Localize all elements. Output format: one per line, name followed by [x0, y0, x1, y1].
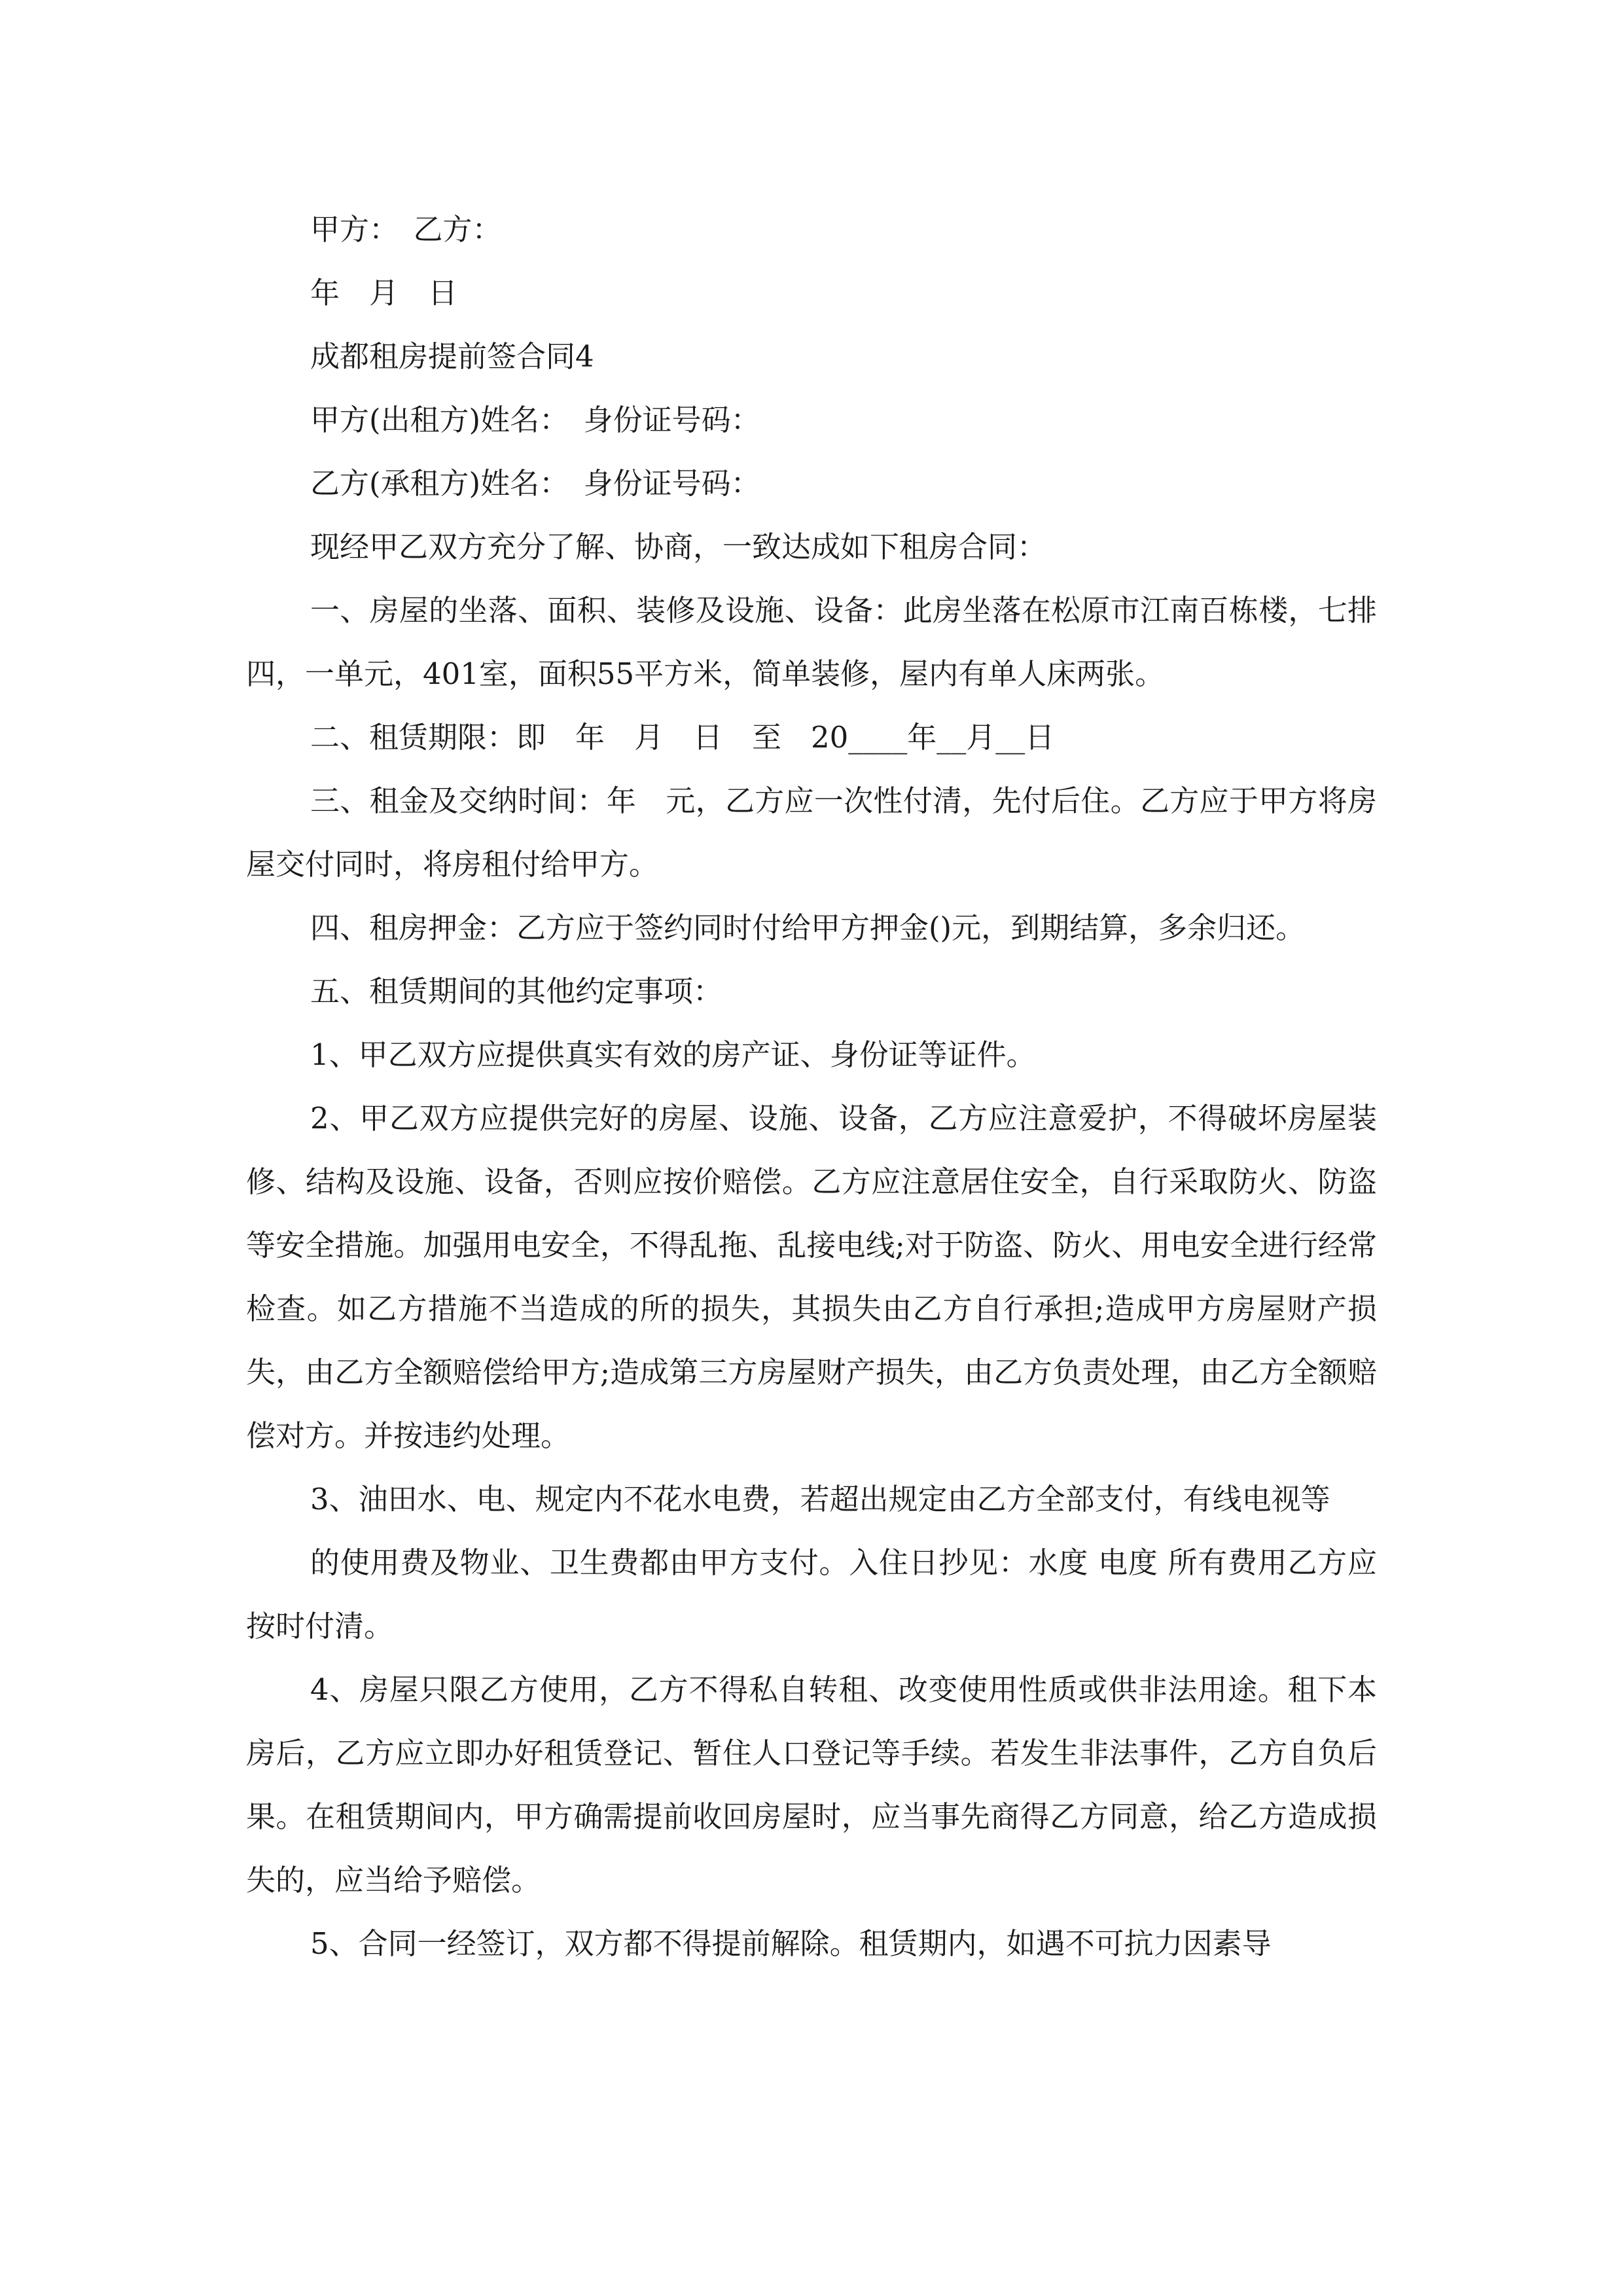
term-item-4: 4、房屋只限乙方使用，乙方不得私自转租、改变使用性质或供非法用途。租下本房后，乙方应立即办好租赁登记、暂住人口登记等手续。若发生非法事件，乙方自负后果。在租赁期间内，甲方确需提前收回房屋时，应当事先商得乙方同意，给乙方造成损失的，应当给予赔偿。 [246, 1672, 1377, 1897]
clause-2-term: 二、租赁期限：即 年 月 日 至 20____年__月__日 [310, 720, 1055, 755]
agreement-intro: 现经甲乙双方充分了解、协商，一致达成如下租房合同： [310, 529, 1047, 564]
term-item-2: 2、甲乙双方应提供完好的房屋、设施、设备，乙方应注意爱护，不得破坏房屋装修、结构及设施、设备，否则应按价赔偿。乙方应注意居住安全，自行采取防火、防盗等安全措施。加强用电安全，不得乱拖、乱接电线;对于防盗、防火、用电安全进行经常检查。如乙方措施不当造成的所的损失，其损失由乙方自行承担;造成甲方房屋财产损失，由乙方全额赔偿给甲方;造成第三方房屋财产损失，由乙方负责处理，由乙方全额赔偿对方。并按违约处理。 [246, 1101, 1377, 1453]
clause-3-rent: 三、租金及交纳时间：年 元，乙方应一次性付清，先付后住。乙方应于甲方将房屋交付同时，将房租付给甲方。 [246, 783, 1377, 882]
clause-5-other-terms: 五、租赁期间的其他约定事项： [310, 974, 723, 1009]
lessee-info-line: 乙方(承租方)姓名： 身份证号码： [310, 466, 760, 501]
clause-1-property: 一、房屋的坐落、面积、装修及设施、设备：此房坐落在松原市江南百栋楼，七排四，一单元，401室，面积55平方米，简单装修，屋内有单人床两张。 [246, 593, 1377, 691]
term-item-1: 1、甲乙双方应提供真实有效的房产证、身份证等证件。 [310, 1037, 1036, 1072]
signature-date-line: 年 月 日 [310, 276, 458, 310]
signature-parties-line: 甲方： 乙方： [310, 212, 502, 247]
term-item-3: 3、油田水、电、规定内不花水电费，若超出规定由乙方全部支付，有线电视等 [310, 1482, 1330, 1516]
term-item-5: 5、合同一经签订，双方都不得提前解除。租赁期内，如遇不可抗力因素导 [310, 1926, 1272, 1961]
lessor-info-line: 甲方(出租方)姓名： 身份证号码： [310, 403, 760, 437]
document-body [246, 198, 1377, 1975]
term-item-3-continued: 的使用费及物业、卫生费都由甲方支付。入住日抄见：水度 电度 所有费用乙方应按时付清。 [246, 1545, 1377, 1643]
clause-4-deposit: 四、租房押金：乙方应于签约同时付给甲方押金()元，到期结算，多余归还。 [310, 910, 1306, 945]
contract-title: 成都租房提前签合同4 [310, 339, 594, 374]
